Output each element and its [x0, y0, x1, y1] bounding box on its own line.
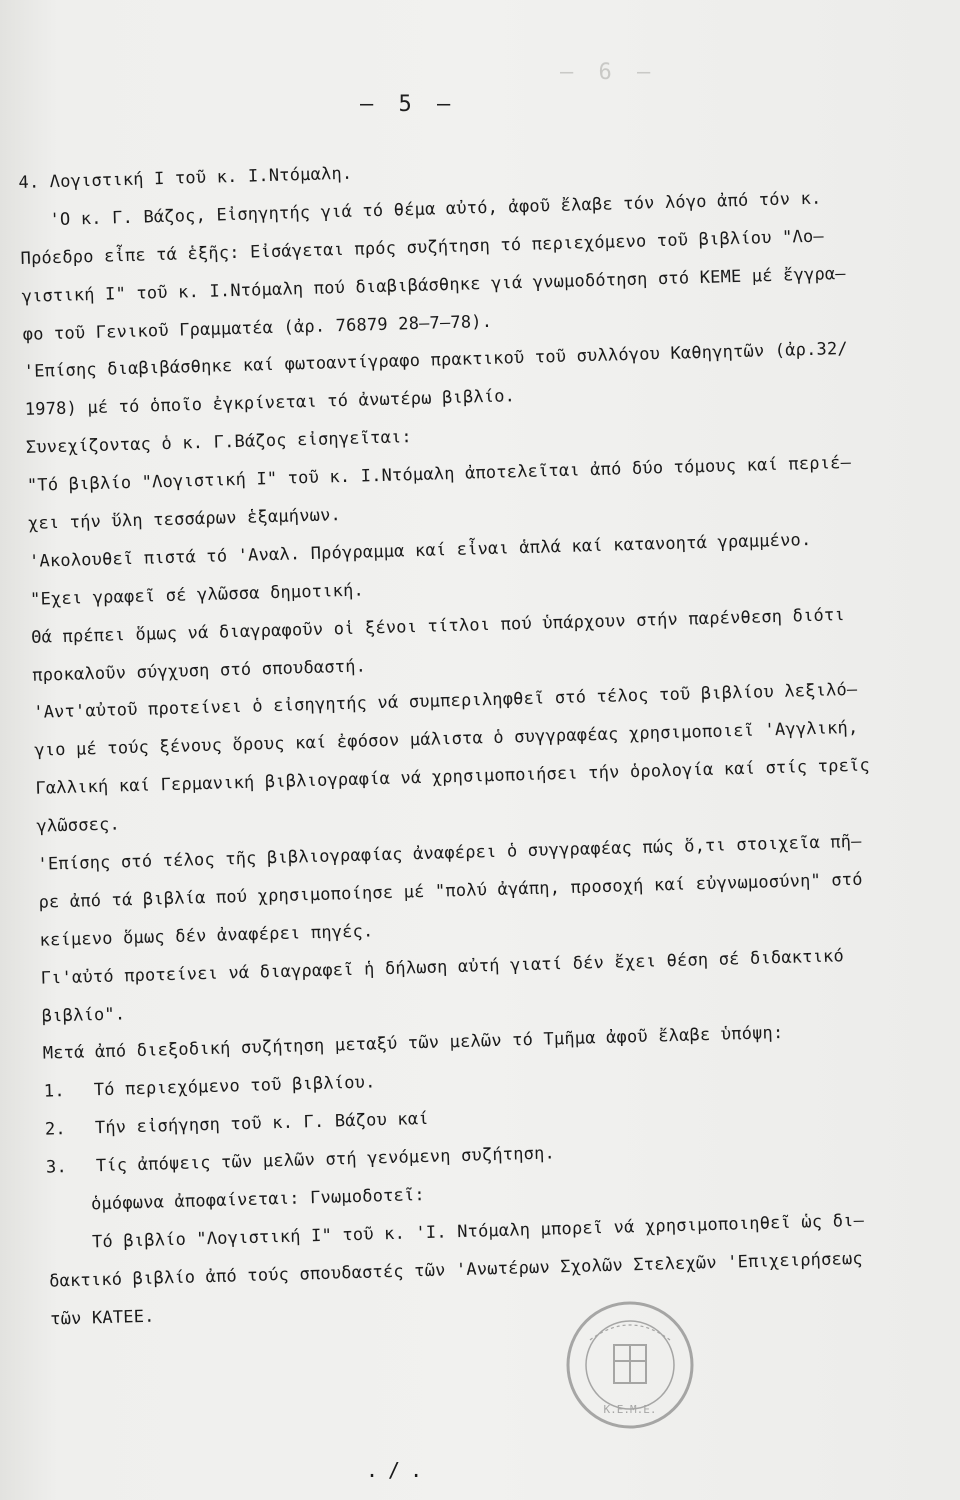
page-number: – 5 – [360, 92, 457, 117]
text-line: κείμενο ὅμως δέν ἀναφέρει πηγές. [39, 921, 374, 951]
consideration-text: Τήν εἰσήγηση τοῦ κ. Γ. Βάζου καί [94, 1109, 430, 1139]
consideration-number: 2. [44, 1119, 67, 1140]
decision-line: τῶν ΚΑΤΕΕ. [49, 1306, 155, 1330]
text-line: ρε ἀπό τά βιβλία πού χρησιμοποίησε μέ "πολύ ἀγάπη, προσοχή καί εὐγνωμοσύνη" στό [38, 869, 863, 913]
decision-heading: ὁμόφωνα ἀποφαίνεται: Γνωμοδοτεῖ: [90, 1185, 426, 1215]
text-line: 1978) μέ τό ὁποῖο ἐγκρίνεται τό ἀνωτέρω βιβλίο. [24, 386, 516, 421]
text-line: γιο μέ τούς ξένους ὅρους καί ἐφόσον μάλιστα ὁ συγγραφέας χρησιμοποιεῖ 'Αγγλική, [34, 718, 859, 762]
text-line: Πρόεδρο εἶπε τά ἑξῆς: Εἰσάγεται πρός συζήτηση τό περιεχόμενο τοῦ βιβλίου "Λο– [20, 226, 825, 269]
decision-line: Τό βιβλίο "Λογιστική Ι" τοῦ κ. 'Ι. Ντόμαλη μπορεῖ νά χρησιμοποιηθεῖ ὡς δι– [91, 1210, 865, 1253]
text-line: βιβλίο". [41, 1003, 126, 1027]
text-line: προκαλοῦν σύγχυση στό σπουδαστή. [31, 656, 367, 686]
consideration-number: 1. [43, 1081, 66, 1103]
text-line: Γαλλική καί Γερμανική βιβλιογραφία νά χρησιμοποιήσει τήν ὁρολογία καί στίς τρεῖς [35, 755, 871, 800]
consideration-text: Τό περιεχόμενο τοῦ βιβλίου. [93, 1072, 376, 1101]
text-line: Μετά ἀπό διεξοδική συζήτηση μεταξύ τῶν μελῶν τό Τμῆμα ἀφοῦ ἔλαβε ὑπόψη: [42, 1023, 784, 1065]
text-line: Θά πρέπει ὅμως νά διαγραφοῦν οἱ ξένοι τίτλοι πού ὑπάρχουν στήν παρένθεση διότι [30, 604, 846, 648]
continuation-mark: ./. [366, 1458, 433, 1482]
text-line: "Τό βιβλίο "Λογιστική Ι" τοῦ κ. Ι.Ντόμαλη ἀποτελεῖται ἀπό δύο τόμους καί περιέ– [26, 452, 852, 496]
text-line: 'Επίσης διαβιβάσθηκε καί φωτοαντίγραφο πρακτικοῦ τοῦ συλλόγου Καθηγητῶν (ἀρ.32/ [23, 339, 849, 383]
text-line: Συνεχίζοντας ὁ κ. Γ.Βάζος εἰσηγεῖται: [25, 427, 413, 459]
consideration-number: 3. [45, 1157, 68, 1178]
text-line: γλῶσσες. [36, 814, 121, 837]
document-body [18, 140, 950, 1339]
seal-text: Κ.Ε.Μ.Ε. [603, 1403, 657, 1416]
decision-line: δακτικό βιβλίο ἀπό τούς σπουδαστές τῶν 'Ανωτέρων Σχολῶν Στελεχῶν 'Επιχειρήσεως [48, 1248, 864, 1292]
official-seal-icon [560, 1295, 700, 1435]
text-line: γιστική Ι" τοῦ κ. Ι.Ντόμαλη πού διαβιβάσθηκε γιά γνωμοδότηση στό ΚΕΜΕ μέ ἔγγρα– [21, 263, 846, 307]
section-heading: 4. Λογιστική Ι τοῦ κ. Ι.Ντόμαλη. [18, 163, 353, 193]
text-line: χει τήν ὕλη τεσσάρων ἑξαμήνων. [27, 505, 342, 534]
bleed-through-page-number: – 6 – [560, 60, 657, 85]
text-line: 'Επίσης στό τέλος τῆς βιβλιογραφίας ἀναφέρει ὁ συγγραφέας πώς ὅ,τι στοιχεῖα πῆ– [37, 831, 862, 875]
text-line: 'Ο κ. Γ. Βάζος, Εἰσηγητής γιά τό θέμα αὐτό, ἀφοῦ ἔλαβε τόν λόγο ἀπό τόν κ. [49, 188, 822, 231]
consideration-text: Τίς ἀπόψεις τῶν μελῶν στή γενόμενη συζήτηση. [95, 1143, 556, 1177]
text-line: 'Αντ'αὐτοῦ προτείνει ὁ εἰσηγητής νά συμπεριληφθεῖ στό τέλος τοῦ βιβλίου λεξιλό– [33, 680, 858, 724]
text-line: 'Ακολουθεῖ πιστά τό 'Αναλ. Πρόγραμμα καί εἶναι ἁπλά καί κατανοητά γραμμένο. [28, 529, 812, 572]
text-line: "Εχει γραφεῖ σέ γλῶσσα δημοτική. [29, 580, 365, 610]
text-line: Γι'αὐτό προτείνει νά διαγραφεῖ ἡ δήλωση αὐτή γιατί δέν ἔχει θέση σέ διδακτικό [40, 945, 845, 989]
text-line: φο τοῦ Γενικοῦ Γραμματέα (ἀρ. 76879 28–7–78). [22, 311, 493, 345]
